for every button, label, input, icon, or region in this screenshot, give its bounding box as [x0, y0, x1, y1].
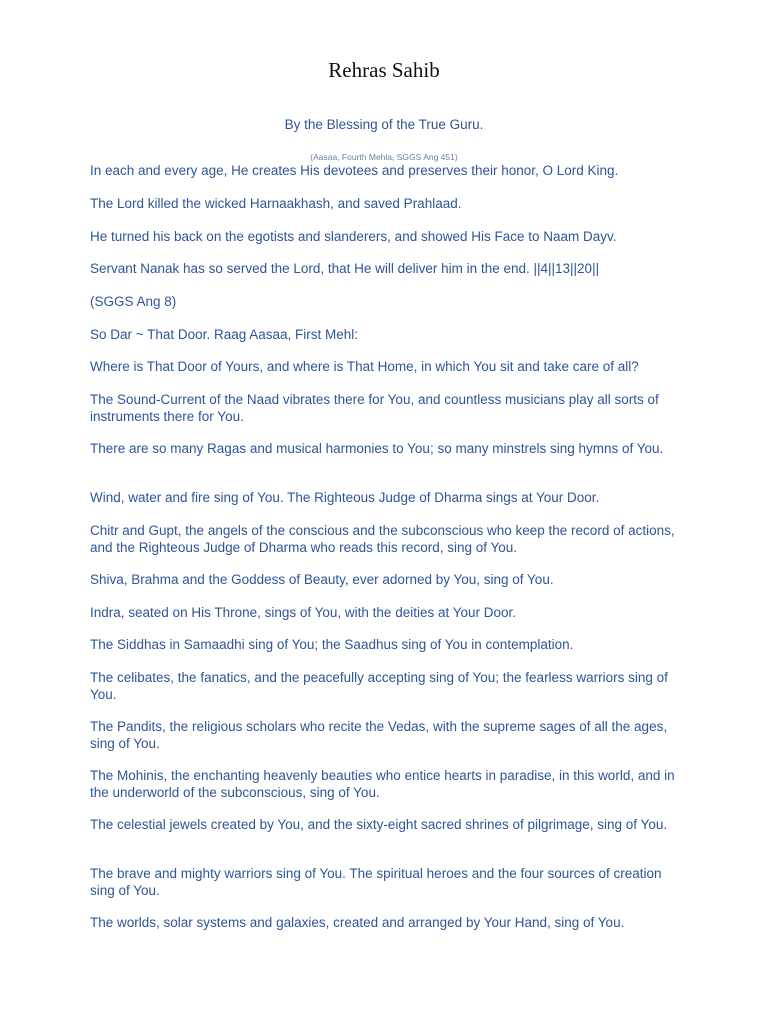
- verse-paragraph: There are so many Ragas and musical harmonies to You; so many minstrels sing hymns of You.: [90, 441, 664, 456]
- verse-paragraph: The Siddhas in Samaadhi sing of You; the Saadhus sing of You in contemplation.: [90, 637, 574, 652]
- verse-paragraph: The celestial jewels created by You, and the sixty-eight sacred shrines of pilgrimage, sing of You.: [90, 817, 668, 832]
- page-title: Rehras Sahib: [328, 58, 440, 82]
- verse-paragraph: He turned his back on the egotists and slanderers, and showed His Face to Naam Dayv.: [90, 229, 617, 244]
- verse-paragraph: Wind, water and fire sing of You. The Righteous Judge of Dharma sings at Your Door.: [90, 490, 600, 505]
- verse-paragraph: The Sound-Current of the Naad vibrates there for You, and countless musicians play all sorts of instruments there for You.: [90, 392, 659, 424]
- source-reference: (Aasaa, Fourth Mehla, SGGS Ang 451): [310, 152, 458, 162]
- verse-paragraph: So Dar ~ That Door. Raag Aasaa, First Mehl:: [90, 327, 359, 342]
- verse-paragraph: Shiva, Brahma and the Goddess of Beauty, ever adorned by You, sing of You.: [90, 572, 554, 587]
- verse-paragraph: Where is That Door of Yours, and where is That Home, in which You sit and take care of all?: [90, 359, 639, 374]
- verse-paragraph: Chitr and Gupt, the angels of the conscious and the subconscious who keep the record of actions, and the Righteous Judge of Dharma who reads this record, sing of You.: [90, 523, 675, 555]
- verse-paragraph: The Lord killed the wicked Harnaakhash, and saved Prahlaad.: [90, 196, 462, 211]
- verse-paragraph: Servant Nanak has so served the Lord, that He will deliver him in the end. ||4||13||20||: [90, 261, 600, 276]
- verse-paragraph: The brave and mighty warriors sing of You. The spiritual heroes and the four sources of creation sing of You.: [90, 866, 662, 898]
- verse-paragraph: (SGGS Ang 8): [90, 294, 177, 309]
- verse-paragraph: The Mohinis, the enchanting heavenly beauties who entice hearts in paradise, in this world, and in the underworld of the subconscious, sing of You.: [90, 768, 675, 800]
- verse-paragraph: Indra, seated on His Throne, sings of You, with the deities at Your Door.: [90, 605, 517, 620]
- verse-paragraph: The Pandits, the religious scholars who recite the Vedas, with the supreme sages of all the ages, sing of You.: [90, 719, 668, 751]
- verse-paragraph: The worlds, solar systems and galaxies, created and arranged by Your Hand, sing of You.: [90, 915, 625, 930]
- verse-paragraph: In each and every age, He creates His devotees and preserves their honor, O Lord King.: [90, 163, 619, 178]
- subtitle: By the Blessing of the True Guru.: [284, 117, 484, 132]
- verse-paragraph: The celibates, the fanatics, and the peacefully accepting sing of You; the fearless warriors sing of You.: [90, 670, 668, 702]
